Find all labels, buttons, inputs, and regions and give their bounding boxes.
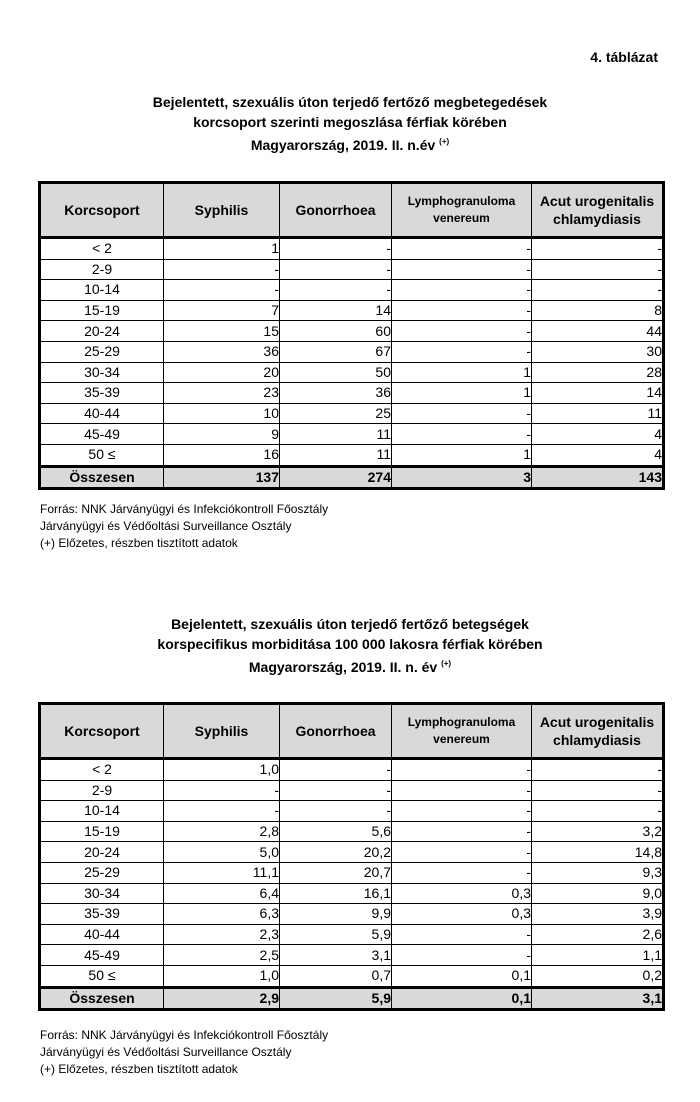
cell-syphilis: 5,0: [164, 842, 280, 863]
total-label: Összesen: [40, 987, 164, 1010]
cell-lymphogranuloma: -: [392, 801, 532, 822]
cell-chlamydiasis: 44: [532, 321, 664, 342]
source-line2: Járványügyi és Védőoltási Surveillance Osztály: [40, 1045, 292, 1059]
cell-lymphogranuloma: -: [392, 321, 532, 342]
preliminary-note: (+) Előzetes, részben tisztított adatok: [40, 536, 238, 550]
table2-body: [40, 759, 664, 1010]
cell-syphilis-total: 137: [164, 466, 280, 489]
cell-chlamydiasis: -: [532, 801, 664, 822]
col-header-chlamydiasis: Acut urogenitalis chlamydiasis: [532, 183, 664, 238]
table1-notes: [40, 501, 328, 552]
table-row: [40, 862, 664, 883]
cell-lymphogranuloma: -: [392, 862, 532, 883]
cell-chlamydiasis: 14: [532, 383, 664, 404]
cell-lymphogranuloma: -: [392, 341, 532, 362]
table-row: [40, 821, 664, 842]
cell-syphilis: 15: [164, 321, 280, 342]
table1-title-text: Magyarország, 2019. II. n.év: [250, 137, 436, 153]
table-row: [40, 945, 664, 966]
cell-gonorrhoea: -: [280, 780, 392, 801]
cell-age-group: 20-24: [40, 842, 164, 863]
cell-age-group: 40-44: [40, 924, 164, 945]
cell-syphilis: -: [164, 259, 280, 280]
table-number: 4. táblázat: [590, 49, 658, 65]
cell-chlamydiasis: 28: [532, 362, 664, 383]
cell-chlamydiasis: 1,1: [532, 945, 664, 966]
cell-syphilis: 1,0: [164, 965, 280, 987]
cell-age-group: 35-39: [40, 383, 164, 404]
table2-title-text: Magyarország, 2019. II. n. év: [248, 659, 438, 675]
total-row: [40, 987, 664, 1010]
cell-gonorrhoea: 3,1: [280, 945, 392, 966]
cell-syphilis: 16: [164, 444, 280, 466]
table-row: [40, 801, 664, 822]
cell-age-group: 2-9: [40, 780, 164, 801]
cell-syphilis: 23: [164, 383, 280, 404]
cell-chlamydiasis: 14,8: [532, 842, 664, 863]
cell-chlamydiasis: -: [532, 259, 664, 280]
cell-lymphogranuloma: 1: [392, 362, 532, 383]
cell-syphilis: 2,8: [164, 821, 280, 842]
table1: [38, 181, 665, 490]
cell-syphilis-total: 2,9: [164, 987, 280, 1010]
table-row: [40, 383, 664, 404]
table2-title-line1: Bejelentett, szexuális úton terjedő fertőző betegségek: [171, 616, 529, 632]
table2: [38, 702, 665, 1011]
table-row: [40, 403, 664, 424]
table1-title-line2: korcsoport szerinti megoszlása férfiak körében: [193, 114, 507, 130]
col-header-korcsoport: Korcsoport: [40, 704, 164, 759]
cell-chlamydiasis: 30: [532, 341, 664, 362]
cell-gonorrhoea: 16,1: [280, 883, 392, 904]
cell-chlamydiasis: 9,0: [532, 883, 664, 904]
cell-lymphogranuloma: -: [392, 821, 532, 842]
cell-age-group: 30-34: [40, 362, 164, 383]
cell-lymphogranuloma-total: 3: [392, 466, 532, 489]
cell-lymphogranuloma: -: [392, 300, 532, 321]
cell-gonorrhoea: 14: [280, 300, 392, 321]
table-row: [40, 300, 664, 321]
cell-syphilis: -: [164, 801, 280, 822]
col-header-syphilis: Syphilis: [164, 704, 280, 759]
cell-lymphogranuloma: -: [392, 759, 532, 781]
cell-syphilis: -: [164, 280, 280, 301]
col-header-syphilis: Syphilis: [164, 183, 280, 238]
table1-title: [0, 92, 700, 155]
cell-syphilis: 7: [164, 300, 280, 321]
cell-gonorrhoea: 20,7: [280, 862, 392, 883]
cell-age-group: 15-19: [40, 300, 164, 321]
table1-title-line3: [0, 132, 700, 155]
table-row: [40, 883, 664, 904]
cell-lymphogranuloma: 1: [392, 383, 532, 404]
cell-lymphogranuloma: 1: [392, 444, 532, 466]
cell-chlamydiasis: 11: [532, 403, 664, 424]
cell-gonorrhoea: 20,2: [280, 842, 392, 863]
cell-lymphogranuloma: 0,1: [392, 965, 532, 987]
cell-syphilis: -: [164, 780, 280, 801]
cell-syphilis: 1: [164, 238, 280, 260]
cell-gonorrhoea: -: [280, 759, 392, 781]
cell-chlamydiasis: -: [532, 238, 664, 260]
table-row: [40, 280, 664, 301]
cell-chlamydiasis: 4: [532, 444, 664, 466]
cell-gonorrhoea: 0,7: [280, 965, 392, 987]
cell-lymphogranuloma: -: [392, 280, 532, 301]
table1-title-sup: (+): [439, 137, 450, 146]
total-label: Összesen: [40, 466, 164, 489]
col-header-lymphogranuloma: Lymphogranuloma venereum: [392, 704, 532, 759]
table-row: [40, 965, 664, 987]
cell-age-group: < 2: [40, 238, 164, 260]
cell-lymphogranuloma: 0,3: [392, 883, 532, 904]
cell-age-group: 10-14: [40, 801, 164, 822]
table-row: [40, 362, 664, 383]
col-header-gonorrhoea: Gonorrhoea: [280, 183, 392, 238]
cell-age-group: 30-34: [40, 883, 164, 904]
cell-gonorrhoea: 11: [280, 444, 392, 466]
cell-gonorrhoea: 36: [280, 383, 392, 404]
table2-title-line2: korspecifikus morbiditása 100 000 lakosra férfiak körében: [157, 636, 543, 652]
cell-lymphogranuloma: -: [392, 424, 532, 445]
cell-chlamydiasis: -: [532, 280, 664, 301]
cell-chlamydiasis: 2,6: [532, 924, 664, 945]
cell-gonorrhoea-total: 5,9: [280, 987, 392, 1010]
cell-lymphogranuloma: -: [392, 238, 532, 260]
cell-lymphogranuloma: -: [392, 945, 532, 966]
cell-age-group: 45-49: [40, 424, 164, 445]
table1-title-line1: Bejelentett, szexuális úton terjedő fertőző megbetegedések: [152, 94, 548, 110]
cell-lymphogranuloma: -: [392, 259, 532, 280]
cell-syphilis: 10: [164, 403, 280, 424]
cell-syphilis: 9: [164, 424, 280, 445]
cell-age-group: 50 ≤: [40, 444, 164, 466]
cell-gonorrhoea: 60: [280, 321, 392, 342]
cell-syphilis: 6,4: [164, 883, 280, 904]
cell-chlamydiasis: 3,2: [532, 821, 664, 842]
cell-age-group: < 2: [40, 759, 164, 781]
col-header-korcsoport: Korcsoport: [40, 183, 164, 238]
cell-age-group: 35-39: [40, 904, 164, 925]
table-row: [40, 904, 664, 925]
cell-gonorrhoea: 25: [280, 403, 392, 424]
cell-age-group: 25-29: [40, 862, 164, 883]
cell-syphilis: 6,3: [164, 904, 280, 925]
table-row: [40, 924, 664, 945]
cell-gonorrhoea-total: 274: [280, 466, 392, 489]
cell-lymphogranuloma-total: 0,1: [392, 987, 532, 1010]
col-header-chlamydiasis: Acut urogenitalis chlamydiasis: [532, 704, 664, 759]
cell-chlamydiasis: -: [532, 780, 664, 801]
cell-age-group: 50 ≤: [40, 965, 164, 987]
cell-gonorrhoea: 5,9: [280, 924, 392, 945]
cell-syphilis: 20: [164, 362, 280, 383]
table-row: [40, 842, 664, 863]
table-row: [40, 259, 664, 280]
cell-chlamydiasis: 3,9: [532, 904, 664, 925]
cell-lymphogranuloma: -: [392, 924, 532, 945]
table-row: [40, 444, 664, 466]
table1-body: [40, 238, 664, 489]
cell-age-group: 2-9: [40, 259, 164, 280]
preliminary-note: (+) Előzetes, részben tisztított adatok: [40, 1062, 238, 1076]
cell-gonorrhoea: 5,6: [280, 821, 392, 842]
cell-syphilis: 2,5: [164, 945, 280, 966]
table-row: [40, 341, 664, 362]
cell-chlamydiasis: 0,2: [532, 965, 664, 987]
cell-age-group: 10-14: [40, 280, 164, 301]
cell-syphilis: 36: [164, 341, 280, 362]
total-row: [40, 466, 664, 489]
cell-gonorrhoea: 67: [280, 341, 392, 362]
cell-chlamydiasis-total: 143: [532, 466, 664, 489]
cell-age-group: 15-19: [40, 821, 164, 842]
cell-age-group: 20-24: [40, 321, 164, 342]
table2-title-sup: (+): [441, 659, 452, 668]
cell-age-group: 25-29: [40, 341, 164, 362]
cell-syphilis: 2,3: [164, 924, 280, 945]
table-row: [40, 424, 664, 445]
cell-gonorrhoea: -: [280, 280, 392, 301]
col-header-lymphogranuloma: Lymphogranuloma venereum: [392, 183, 532, 238]
cell-gonorrhoea: -: [280, 259, 392, 280]
table-row: [40, 780, 664, 801]
cell-lymphogranuloma: -: [392, 842, 532, 863]
cell-chlamydiasis-total: 3,1: [532, 987, 664, 1010]
table-row: [40, 238, 664, 260]
cell-lymphogranuloma: -: [392, 403, 532, 424]
cell-chlamydiasis: 4: [532, 424, 664, 445]
cell-chlamydiasis: 9,3: [532, 862, 664, 883]
cell-gonorrhoea: -: [280, 801, 392, 822]
table2-notes: [40, 1027, 328, 1078]
cell-chlamydiasis: 8: [532, 300, 664, 321]
cell-gonorrhoea: 11: [280, 424, 392, 445]
cell-lymphogranuloma: 0,3: [392, 904, 532, 925]
cell-gonorrhoea: -: [280, 238, 392, 260]
cell-lymphogranuloma: -: [392, 780, 532, 801]
cell-syphilis: 1,0: [164, 759, 280, 781]
cell-age-group: 45-49: [40, 945, 164, 966]
table2-title: [0, 614, 700, 677]
source-line1: Forrás: NNK Járványügyi és Infekciókontroll Főosztály: [40, 1028, 329, 1042]
cell-chlamydiasis: -: [532, 759, 664, 781]
cell-syphilis: 11,1: [164, 862, 280, 883]
cell-gonorrhoea: 50: [280, 362, 392, 383]
table-row: [40, 321, 664, 342]
source-line1: Forrás: NNK Járványügyi és Infekciókontroll Főosztály: [40, 502, 329, 516]
table-row: [40, 759, 664, 781]
source-line2: Járványügyi és Védőoltási Surveillance Osztály: [40, 519, 292, 533]
cell-age-group: 40-44: [40, 403, 164, 424]
col-header-gonorrhoea: Gonorrhoea: [280, 704, 392, 759]
cell-gonorrhoea: 9,9: [280, 904, 392, 925]
table2-title-line3: [0, 654, 700, 677]
